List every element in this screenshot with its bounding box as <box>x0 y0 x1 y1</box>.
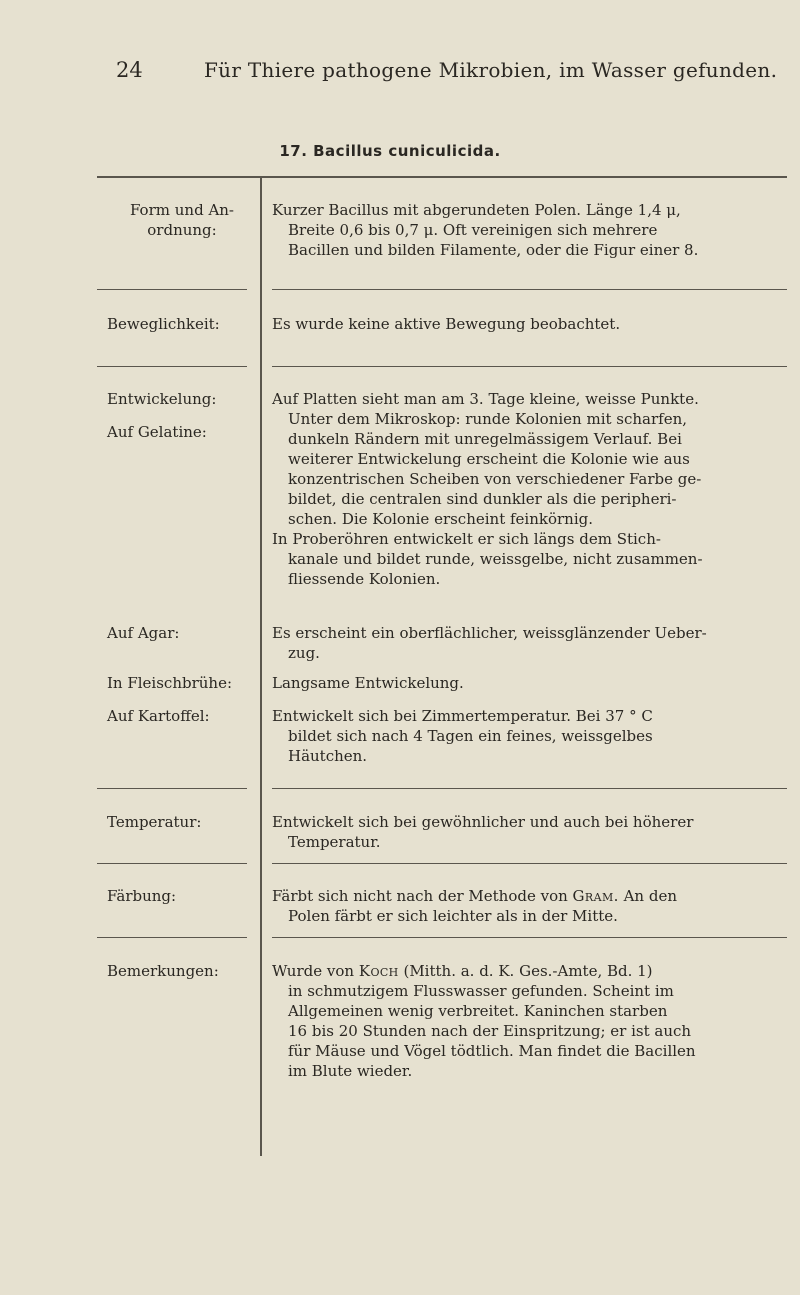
cell-faerbung: Färbt sich nicht nach der Methode von Gram. An den Polen färbt er sich leichter als in der Mitte. <box>272 887 677 925</box>
author-gram: Gram. <box>572 887 619 905</box>
cell-gelatine: Auf Platten sieht man am 3. Tage kleine, weisse Punkte. Unter dem Mikroskop: runde Kolonien mit scharfen, dunkeln Rändern mit unregelmässigem Verlauf. Bei weiterer Entwickelung erscheint die Kolonie wie aus konzentrischen Scheiben von verschiedener Farbe ge- bildet, die centralen sind dunkler als die peripheri- schen. Die Kolonie erscheint feinkörnig. In Proberöhren entwickelt er sich längs dem Stich- kanale und bildet runde, weissgelbe, nicht zusammen- fliessende Kolonien. <box>272 390 703 588</box>
row-rule <box>272 937 787 938</box>
label-agar: Auf Agar: <box>107 624 180 642</box>
row-rule <box>272 289 787 290</box>
cell-form: Kurzer Bacillus mit abgerundeten Polen. Länge 1,4 μ, Breite 0,6 bis 0,7 μ. Oft vereinigen sich mehrere Bacillen und bilden Filamente, oder die Figur einer 8. <box>272 201 699 259</box>
cell-kartoffel: Entwickelt sich bei Zimmertemperatur. Bei 37 ° C bildet sich nach 4 Tagen ein feines, weissgelbes Häutchen. <box>272 707 653 765</box>
label-temperatur: Temperatur: <box>107 813 202 831</box>
section-title: 17. Bacillus cuniculicida. <box>279 142 501 160</box>
label-bemerkungen: Bemerkungen: <box>107 962 219 980</box>
page-number: 24 <box>116 58 143 82</box>
page-header <box>0 58 800 88</box>
description-table <box>97 176 789 1178</box>
cell-agar: Es erscheint ein oberflächlicher, weissglänzender Ueber- zug. <box>272 624 707 662</box>
row-rule <box>97 937 247 938</box>
cell-bemerkungen: Wurde von Koch (Mitth. a. d. K. Ges.-Amte, Bd. 1) in schmutzigem Flusswasser gefunden. Scheint im Allgemeinen wenig verbreitet. Kaninchen starben 16 bis 20 Stunden nach der Einspritzung; er ist auch für Mäuse und Vögel tödtlich. Man findet die Bacillen im Blute wieder. <box>272 962 696 1080</box>
label-entwickelung: Entwickelung: <box>107 390 217 408</box>
row-rule <box>272 863 787 864</box>
label-beweglichkeit: Beweglichkeit: <box>107 315 220 333</box>
row-rule <box>97 788 247 789</box>
row-rule <box>272 366 787 367</box>
table-column-divider <box>260 176 262 1156</box>
table-top-rule <box>97 176 787 178</box>
label-fleischbruehe: In Fleischbrühe: <box>107 674 233 692</box>
label-gelatine: Auf Gelatine: <box>107 423 207 441</box>
author-koch: Koch <box>358 962 399 980</box>
label-faerbung: Färbung: <box>107 887 177 905</box>
row-rule <box>97 366 247 367</box>
cell-beweglichkeit: Es wurde keine aktive Bewegung beobachtet. <box>272 315 621 333</box>
label-form: Form und An- ordnung: <box>129 201 235 239</box>
running-head: Für Thiere pathogene Mikrobien, im Wasser gefunden. <box>204 58 778 82</box>
row-rule <box>97 863 247 864</box>
cell-fleischbruehe: Langsame Entwickelung. <box>272 674 464 692</box>
row-rule <box>272 788 787 789</box>
row-rule <box>97 289 247 290</box>
cell-temperatur: Entwickelt sich bei gewöhnlicher und auch bei höherer Temperatur. <box>272 813 694 851</box>
label-kartoffel: Auf Kartoffel: <box>107 707 210 725</box>
